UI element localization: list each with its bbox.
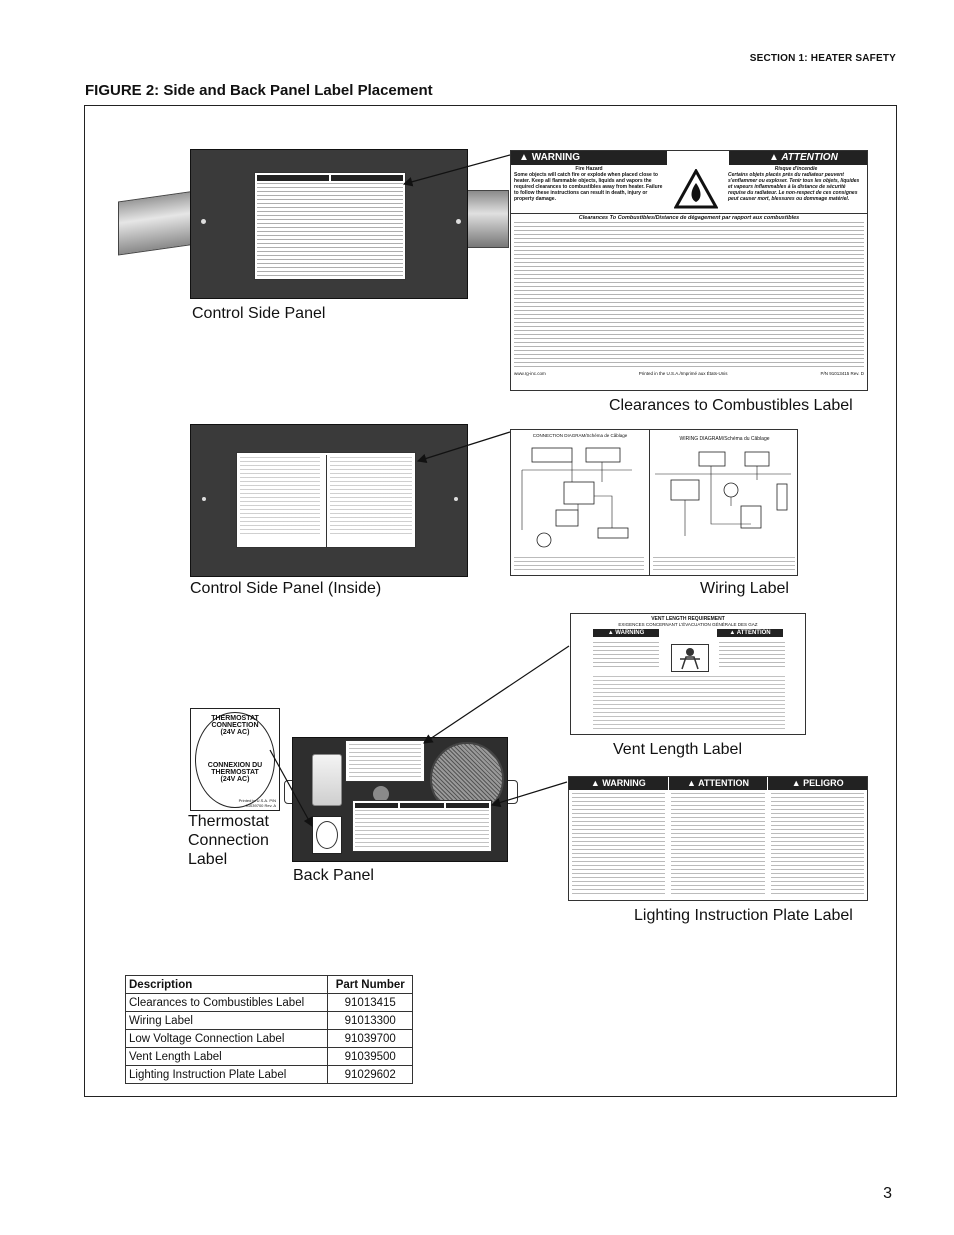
arrow-wiring: [418, 432, 510, 461]
clearances-warning-bar: ▲ WARNING: [511, 151, 667, 165]
section-header: SECTION 1: HEATER SAFETY: [749, 53, 896, 64]
fire-hazard-heading: Fire Hazard: [575, 166, 603, 172]
clearances-footer-printed: Printed in the U.S.A./Imprimé aux États-Unis: [638, 371, 728, 376]
figure-title: FIGURE 2: Side and Back Panel Label Placement: [85, 82, 433, 99]
warning-paragraph: Some objects will catch fire or explode when placed close to heater. Keep all flammable objects, liquids and vapors the required clearances to combustibles away from heater. Failure to follow these instructions can result in death, injury or property damage.: [514, 172, 663, 202]
row-description: Vent Length Label: [126, 1048, 328, 1066]
row-description: Wiring Label: [126, 1012, 328, 1030]
table-row: [126, 1066, 413, 1084]
thermo-line3: (24V AC): [220, 729, 250, 736]
row-part-number: 91039700: [328, 1030, 413, 1048]
arrow-thermostat: [270, 750, 312, 826]
arrow-vent: [424, 646, 569, 743]
lighting-peligro-bar: ▲ PELIGRO: [768, 777, 867, 790]
table-header-row: [126, 976, 413, 994]
table-row: [126, 1012, 413, 1030]
caption-clearances-label: Clearances to Combustibles Label: [609, 397, 853, 414]
lighting-warning-text: WARNING: [602, 778, 646, 788]
clearances-table-title: Clearances To Combustibles/Distance de dégagement par rapport aux combustibles: [511, 213, 867, 222]
row-description: Low Voltage Connection Label: [126, 1030, 328, 1048]
vent-warning-text: WARNING: [615, 630, 645, 636]
vent-attention-bar: ▲ ATTENTION: [717, 629, 783, 637]
table-row: [126, 1030, 413, 1048]
table-row: [126, 994, 413, 1012]
caption-back-panel: Back Panel: [293, 867, 374, 884]
risque-heading: Risque d'incendie: [774, 166, 818, 172]
clearances-warning-text: WARNING: [531, 152, 581, 163]
caption-lighting-plate-label: Lighting Instruction Plate Label: [634, 907, 853, 924]
thermo-line5: THERMOSTAT: [211, 769, 259, 776]
row-part-number: 91013415: [328, 994, 413, 1012]
arrow-clearances: [404, 155, 510, 184]
row-part-number: 91039500: [328, 1048, 413, 1066]
clearances-attention-text: ATTENTION: [781, 152, 838, 163]
caption-vent-length-label: Vent Length Label: [613, 741, 743, 758]
parts-table: [125, 975, 413, 1084]
vent-attention-text: ATTENTION: [736, 630, 771, 636]
lighting-warning-bar: ▲ WARNING: [569, 777, 669, 790]
vent-subtitle: EXIGENCES CONCERNANT L'ÉVACUATION GÉNÉRALE DES GAZ: [618, 622, 758, 627]
page-number: 3: [883, 1185, 892, 1202]
caption-control-side-panel: Control Side Panel: [192, 305, 326, 322]
row-part-number: 91029602: [328, 1066, 413, 1084]
thermo-line4: CONNEXION DU: [207, 762, 263, 769]
thermostat-caption-line2: Connection: [188, 832, 269, 849]
caption-control-side-panel-inside: Control Side Panel (Inside): [190, 580, 382, 597]
wiring-left-title: CONNECTION DIAGRAM/Schéma de Câblage: [532, 433, 628, 438]
thermo-line2: CONNECTION: [211, 722, 259, 729]
attention-paragraph: Certains objets placés près du radiateur peuvent s'enflammer ou exploser. Tenir tous les objets, liquides et vapeurs inflammables à la distance de sécurité requise du radiateur. Le non-respect de ces consignes peut causer mort, blessures ou dommage matériel.: [728, 172, 860, 202]
vent-title: VENT LENGTH REQUIREMENT: [651, 616, 725, 622]
arrow-lighting: [492, 782, 567, 805]
thermo-line1: THERMOSTAT: [211, 715, 259, 722]
thermostat-caption-line1: Thermostat: [188, 813, 269, 830]
header-part-number: Part Number: [328, 976, 413, 994]
thermo-printed: Printed in U.S.A. P/N 91039700 Rev. A: [238, 798, 276, 808]
clearances-footer-url: www.rg-inc.com: [514, 371, 546, 376]
lighting-attention-text: ATTENTION: [698, 778, 749, 788]
row-description: Lighting Instruction Plate Label: [126, 1066, 328, 1084]
lighting-attention-bar: ▲ ATTENTION: [669, 777, 769, 790]
table-row: [126, 1048, 413, 1066]
clearances-attention-bar: ▲ ATTENTION: [729, 151, 867, 165]
vent-warning-bar: ▲ WARNING: [593, 629, 659, 637]
wiring-right-title: WIRING DIAGRAM/Schéma du Câblage: [679, 436, 770, 442]
row-description: Clearances to Combustibles Label: [126, 994, 328, 1012]
thermostat-caption-line3: Label: [188, 851, 228, 868]
clearances-footer-pn: P/N 91013415 Rev. D: [820, 371, 864, 376]
thermo-line6: (24V AC): [220, 776, 250, 783]
lighting-peligro-text: PELIGRO: [803, 778, 844, 788]
row-part-number: 91013300: [328, 1012, 413, 1030]
caption-wiring-label: Wiring Label: [700, 580, 789, 597]
header-description: Description: [126, 976, 328, 994]
